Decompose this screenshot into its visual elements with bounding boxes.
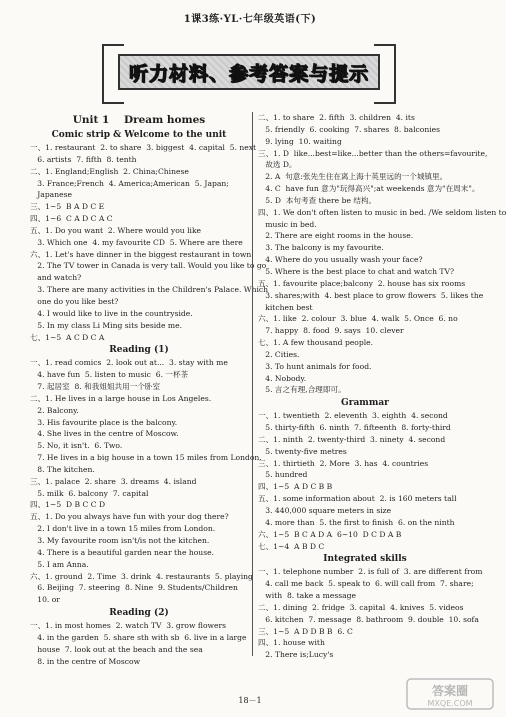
answer-line: 4. There is a beautiful garden near the house. [30, 547, 215, 557]
answer-line: 3. My favourite room isn't/is not the kitchen. [30, 536, 210, 545]
answer-line: 7. 起居室 8. 和我姐姐共用一个卧室 [30, 382, 161, 392]
answer-line: 3. Which one 4. my favourite CD 5. Where are there [30, 237, 243, 247]
answer-line: 三、1. palace 2. share 3. dreams 4. island [30, 476, 197, 486]
answer-line: 三、1. thirtieth 2. More 3. has 4. countries [258, 458, 429, 468]
answer-line: 7. happy 8. food 9. says 10. clever [258, 326, 404, 336]
answer-line: 2. There are eight rooms in the house. [258, 231, 414, 241]
answer-line: 四、1~6 C A D C A C [30, 214, 113, 224]
answer-line: 2. Balcony. [30, 405, 79, 415]
answer-line: 2. The TV tower in Canada is very tall. Would you like to go [30, 261, 267, 271]
answer-line: music in bed. [258, 219, 317, 229]
answer-line: 6. kitchen 7. message 8. bathroom 9. double 10. sofa [258, 614, 479, 624]
answer-line: 4. more than 5. the first to finish 6. on the ninth [258, 517, 455, 527]
answer-line: 五、1. Do you want 2. Where would you like [30, 225, 202, 235]
answer-line: house 7. look out at the beach and the sea [30, 644, 203, 654]
answer-line: 5. thirty-fifth 6. ninth 7. fifteenth 8. forty-third [258, 423, 451, 433]
answer-line: 7. He lives in a big house in a town 15 miles from London. [30, 453, 262, 463]
answer-line: 6. Beijing 7. steering 8. Nine 9. Students/Children [30, 583, 238, 593]
answer-line: 2. There is;Lucy's [258, 650, 334, 660]
answer-line: 5. friendly 6. cooking 7. shares 8. balconies [258, 124, 441, 134]
answer-line: 3. His favourite place is the balcony. [30, 417, 178, 427]
answer-line: 2. A 句意:张先生住在离上海十英里远的一个城镇里。 [258, 172, 448, 182]
answer-line: 一、1. read comics 2. look out at... 3. stay with me [30, 358, 228, 368]
answer-line: 故选 D。 [258, 160, 297, 170]
watermark-logo [405, 675, 495, 715]
answer-line: 七、1~5 A C D C A [30, 332, 105, 342]
section-subheading: Grammar [341, 398, 389, 409]
answer-line: 3. shares;with 4. best place to grow flowers 5. likes the [258, 290, 484, 300]
answer-line: 4. Where do you usually wash your face? [258, 255, 423, 265]
answer-line: 10. or [30, 595, 60, 605]
answer-line: 9. lying 10. waiting [258, 136, 342, 146]
answer-line: 2. Cities. [258, 349, 300, 359]
column-divider [252, 112, 253, 656]
answer-line: 4. Nobody. [258, 373, 307, 383]
title-banner [118, 54, 380, 90]
answer-line: 五、1. some information about 2. is 160 meters tall [258, 494, 457, 504]
answer-line: with 8. take a message [258, 591, 356, 601]
banner-title: 听力材料、参考答案与提示 [128, 63, 369, 85]
answer-line: 3. To hunt animals for food. [258, 361, 372, 371]
answer-line: 3. 440,000 square meters in size [258, 506, 392, 515]
answer-line: 一、1. telephone number 2. is full of 3. are different from [258, 567, 483, 577]
svg-text:MXQE.COM: MXQE.COM [427, 699, 473, 708]
left-column [30, 112, 269, 667]
answer-line: 六、1~5 B C A D A 6~10 D C D A B [258, 529, 402, 539]
answer-line: 4. I would like to live in the countryside. [30, 308, 193, 318]
answer-line: 四、1~5 D B C C D [30, 500, 106, 510]
section-subheading: Comic strip & Welcome to the unit [51, 130, 227, 140]
answer-line: 二、1. ninth 2. twenty-third 3. ninety 4. second [258, 434, 446, 444]
answer-line: 4. C have fun 意为"玩得高兴";at weekends 意为"在周末"。 [258, 184, 480, 194]
answer-line: 四、1~5 A D C B B [258, 482, 333, 492]
answer-line: 5. 言之有理,合理即可。 [258, 385, 346, 395]
answer-line: 5. twenty-five metres [258, 446, 347, 456]
answer-line: 3. France;French 4. America;American 5. Japan; [30, 178, 229, 188]
answer-line: 2. I don't live in a town 15 miles from London. [30, 524, 216, 534]
answer-line: 三、1~5 B A D C E [30, 202, 105, 212]
answer-line: 七、1~4 A B D C [258, 541, 325, 551]
answer-line: 六、1. ground 2. Time 3. drink 4. restaurants 5. playing [30, 571, 253, 581]
answer-line: 5. No, it isn't. 6. Two. [30, 441, 123, 451]
svg-text:答案圈: 答案圈 [431, 684, 469, 698]
answer-line: 5. milk 6. balcony 7. capital [30, 488, 149, 498]
answer-line: 4. She lives in the centre of Moscow. [30, 429, 179, 439]
section-subheading: Reading (2) [109, 608, 169, 619]
page-header [0, 0, 500, 100]
answer-line: 五、1. favourite place;balcony 2. house has six rooms [258, 278, 466, 288]
answer-line: 二、1. England;English 2. China;Chinese [30, 166, 189, 176]
answer-line: 二、1. He lives in a large house in Los Angeles. [30, 393, 212, 403]
section-subheading: Reading (1) [109, 345, 169, 356]
answer-line: 6. artists 7. fifth 8. tenth [30, 154, 137, 164]
answer-line: 5. D 本句考查 there be 结构。 [258, 195, 377, 205]
answer-line: 二、1. to share 2. fifth 3. children 4. its [258, 113, 415, 122]
answer-line: 3. The balcony is my favourite. [258, 243, 384, 253]
right-column [258, 112, 506, 661]
answer-line: 一、1. in most homes 2. watch TV 3. grow flowers [30, 621, 227, 631]
answer-line: 七、1. A few thousand people. [258, 338, 374, 348]
answer-line: 5. hundred [258, 470, 308, 480]
page-number: 18－1 [238, 696, 262, 705]
answer-line: 三、1. D like...best=like...better than the others=favourite, [258, 148, 488, 158]
series-title: 1课3练·YL·七年级英语(下) [183, 14, 317, 25]
section-heading: Unit 1 Dream homes [72, 114, 206, 126]
answer-line: 8. The kitchen. [30, 464, 95, 474]
answer-line: 三、1~5 A D D B B 6. C [258, 626, 353, 636]
answer-line: 一、1. restaurant 2. to share 3. biggest 4. capital 5. next [30, 143, 257, 152]
answer-line: 5. I am Anna. [30, 559, 89, 569]
answer-line: 4. in the garden 5. share sth with sb 6. live in a large [30, 632, 247, 642]
answer-line: and watch? [30, 273, 82, 283]
answer-line: 六、1. Let's have dinner in the biggest restaurant in town. [30, 249, 254, 259]
answer-line: 5. Where is the best place to chat and watch TV? [258, 266, 455, 276]
answer-line: 4. call me back 5. speak to 6. will call from 7. share; [258, 579, 474, 589]
answer-line: 4. have fun 5. listen to music 6. 一杯茶 [30, 370, 189, 380]
answer-line: 六、1. like 2. colour 3. blue 4. walk 5. Once 6. no [258, 314, 458, 324]
answer-line: 8. in the centre of Moscow [30, 656, 141, 666]
answer-line: 五、1. Do you always have fun with your dog there? [30, 512, 229, 522]
answer-line: 一、1. twentieth 2. eleventh 3. eighth 4. second [258, 411, 448, 421]
answer-line: 四、1. We don't often listen to music in bed. /We seldom listen to [258, 207, 506, 217]
section-subheading: Integrated skills [323, 554, 407, 565]
answer-line: Japanese [30, 190, 72, 200]
answer-line: kitchen best [258, 302, 313, 312]
answer-line: one do you like best? [30, 296, 119, 306]
answer-line: 二、1. dining 2. fridge 3. capital 4. knives 5. videos [258, 602, 464, 612]
answer-line: 3. There are many activities in the Children's Palace. Which [30, 285, 269, 295]
answer-line: 5. In my class Li Ming sits beside me. [30, 320, 183, 330]
answer-line: 四、1. house with [258, 638, 325, 648]
